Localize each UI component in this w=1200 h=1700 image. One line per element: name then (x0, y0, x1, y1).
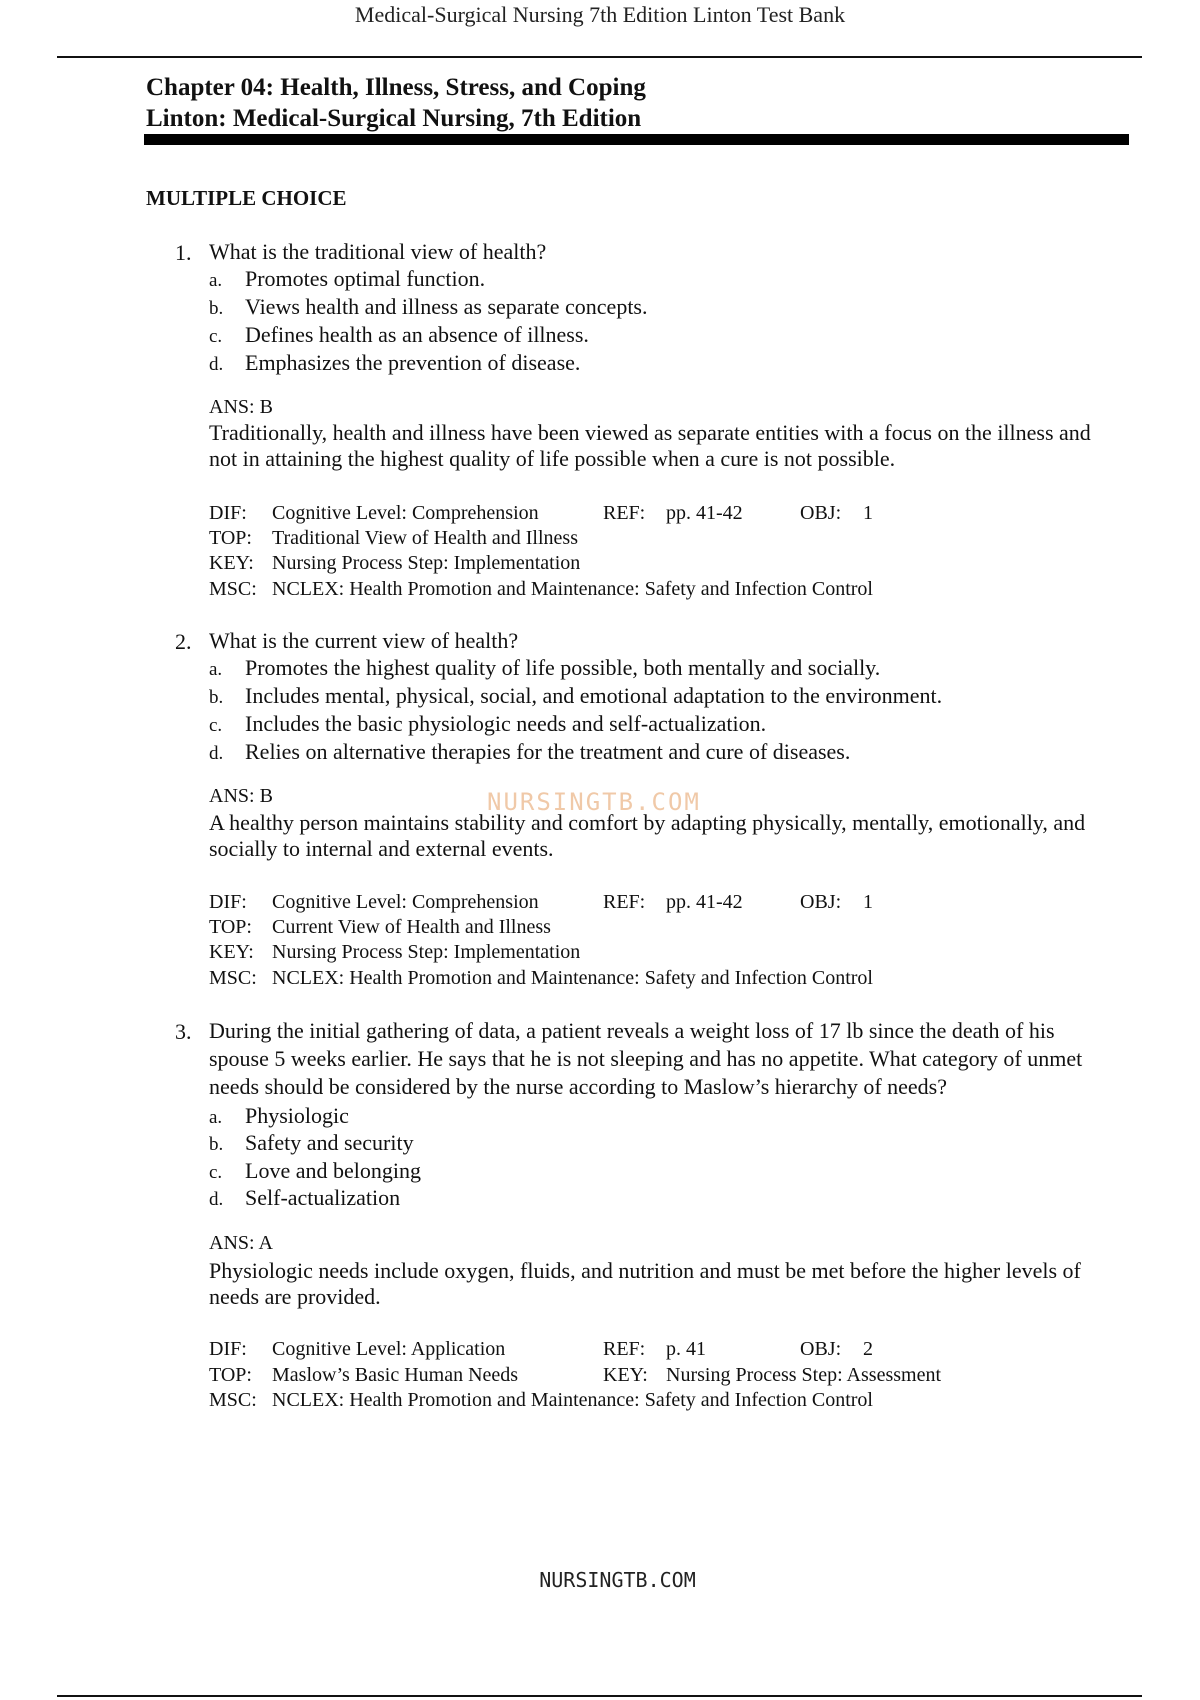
meta-key (209, 552, 580, 575)
meta-value: 1 (863, 502, 873, 524)
meta-value: Current View of Health and Illness (272, 916, 551, 938)
meta-label: DIF: (209, 891, 247, 913)
meta-label: TOP: (209, 527, 252, 549)
chapter-title-line1: Chapter 04: Health, Illness, Stress, and Coping (146, 74, 646, 101)
option-a (209, 655, 880, 681)
meta-msc (209, 1389, 873, 1412)
question-text: What is the traditional view of health? (209, 239, 547, 264)
meta-label: REF: (603, 891, 646, 913)
meta-ref (603, 502, 743, 525)
option-text: Love and belonging (245, 1158, 421, 1183)
title-underline-bar (144, 134, 1129, 145)
question-number: 1. (175, 240, 192, 265)
option-a (209, 266, 485, 292)
option-letter: a. (209, 270, 223, 291)
watermark: NURSINGTB.COM (487, 788, 701, 816)
option-text: Emphasizes the prevention of disease. (245, 350, 581, 375)
option-letter: d. (209, 354, 224, 375)
meta-key (209, 941, 580, 964)
option-text: Relies on alternative therapies for the treatment and cure of diseases. (245, 739, 851, 764)
chapter-title-line2: Linton: Medical-Surgical Nursing, 7th Edition (146, 105, 642, 132)
running-header: Medical-Surgical Nursing 7th Edition Linton Test Bank (354, 2, 846, 27)
option-letter: d. (209, 1189, 224, 1210)
option-letter: c. (209, 1162, 223, 1183)
meta-value: Cognitive Level: Application (272, 1338, 506, 1360)
question-text: During the initial gathering of data, a patient reveals a weight loss of 17 lb since the death of his spouse 5 weeks earlier. He says that he is not sleeping and has no appetite. What category of unmet needs should be considered by the nurse according to Maslow’s hierarchy of needs? (209, 1018, 1083, 1099)
meta-msc (209, 967, 873, 990)
meta-label: OBJ: (800, 502, 842, 524)
meta-label: MSC: (209, 578, 257, 600)
meta-value: pp. 41-42 (666, 891, 743, 913)
meta-ref (603, 1338, 706, 1361)
meta-label: MSC: (209, 1389, 257, 1411)
rationale: Physiologic needs include oxygen, fluids, and nutrition and must be met before the higher levels of needs are provided. (209, 1258, 1081, 1309)
option-letter: a. (209, 659, 223, 680)
option-letter: d. (209, 743, 224, 764)
meta-value: 2 (863, 1338, 873, 1360)
option-letter: a. (209, 1107, 223, 1128)
option-text: Safety and security (245, 1130, 414, 1155)
rationale: Traditionally, health and illness have been viewed as separate entities with a focus on the illness and not in attaining the highest quality of life possible when a cure is not possible. (209, 420, 1091, 471)
meta-label: MSC: (209, 967, 257, 989)
option-d (209, 1185, 400, 1211)
meta-value: 1 (863, 891, 873, 913)
chapter-title (146, 72, 646, 134)
top-divider (57, 56, 1142, 58)
meta-obj (800, 502, 873, 525)
meta-key (603, 1364, 941, 1387)
answer-key: ANS: B (209, 396, 273, 418)
option-b (209, 294, 648, 320)
option-text: Views health and illness as separate concepts. (245, 294, 648, 319)
meta-label: REF: (603, 502, 646, 524)
option-b (209, 1130, 414, 1156)
meta-label: TOP: (209, 916, 252, 938)
question-number: 2. (175, 629, 192, 654)
meta-label: TOP: (209, 1364, 252, 1386)
meta-value: NCLEX: Health Promotion and Maintenance: Safety and Infection Control (272, 967, 873, 989)
meta-value: pp. 41-42 (666, 502, 743, 524)
section-heading: MULTIPLE CHOICE (146, 186, 347, 210)
meta-value: Nursing Process Step: Implementation (272, 552, 581, 574)
meta-top (209, 527, 578, 550)
meta-dif (209, 891, 539, 914)
answer-key: ANS: B (209, 785, 273, 807)
option-letter: c. (209, 326, 223, 347)
meta-label: OBJ: (800, 891, 842, 913)
option-letter: b. (209, 1134, 224, 1155)
option-letter: b. (209, 687, 224, 708)
question-number: 3. (175, 1019, 192, 1044)
option-c (209, 711, 766, 737)
option-d (209, 350, 580, 376)
bottom-divider (57, 1695, 1142, 1697)
meta-ref (603, 891, 743, 914)
meta-value: NCLEX: Health Promotion and Maintenance: Safety and Infection Control (272, 1389, 873, 1411)
option-b (209, 683, 942, 709)
option-letter: b. (209, 298, 224, 319)
meta-value: Traditional View of Health and Illness (272, 527, 578, 549)
option-text: Promotes the highest quality of life possible, both mentally and socially. (245, 655, 881, 680)
meta-obj (800, 1338, 873, 1361)
meta-obj (800, 891, 873, 914)
option-d (209, 739, 850, 765)
meta-top (209, 916, 551, 939)
option-text: Physiologic (245, 1103, 349, 1128)
option-text: Includes the basic physiologic needs and self-actualization. (245, 711, 767, 736)
option-text: Defines health as an absence of illness. (245, 322, 589, 347)
meta-value: Cognitive Level: Comprehension (272, 502, 539, 524)
meta-value: p. 41 (666, 1338, 706, 1360)
meta-value: NCLEX: Health Promotion and Maintenance: Safety and Infection Control (272, 578, 873, 600)
meta-label: KEY: (603, 1364, 648, 1386)
meta-value: Cognitive Level: Comprehension (272, 891, 539, 913)
rationale: A healthy person maintains stability and comfort by adapting physically, mentally, emotionally, and socially to internal and external events. (209, 810, 1086, 861)
meta-label: KEY: (209, 941, 254, 963)
option-text: Self-actualization (245, 1185, 401, 1210)
meta-label: KEY: (209, 552, 254, 574)
option-c (209, 322, 589, 348)
meta-label: REF: (603, 1338, 646, 1360)
meta-value: Nursing Process Step: Assessment (666, 1364, 941, 1386)
meta-label: DIF: (209, 1338, 247, 1360)
option-text: Promotes optimal function. (245, 266, 486, 291)
meta-dif (209, 1338, 505, 1361)
meta-value: Maslow’s Basic Human Needs (272, 1364, 519, 1386)
option-letter: c. (209, 715, 223, 736)
meta-value: Nursing Process Step: Implementation (272, 941, 581, 963)
meta-msc (209, 578, 873, 601)
question-text: What is the current view of health? (209, 628, 519, 653)
answer-key: ANS: A (209, 1232, 273, 1254)
meta-dif (209, 502, 539, 525)
option-text: Includes mental, physical, social, and emotional adaptation to the environment. (245, 683, 943, 708)
option-a (209, 1103, 349, 1129)
option-c (209, 1158, 421, 1184)
footer-site-name: NURSINGTB.COM (539, 1568, 696, 1592)
meta-label: OBJ: (800, 1338, 842, 1360)
meta-top (209, 1364, 518, 1387)
meta-label: DIF: (209, 502, 247, 524)
